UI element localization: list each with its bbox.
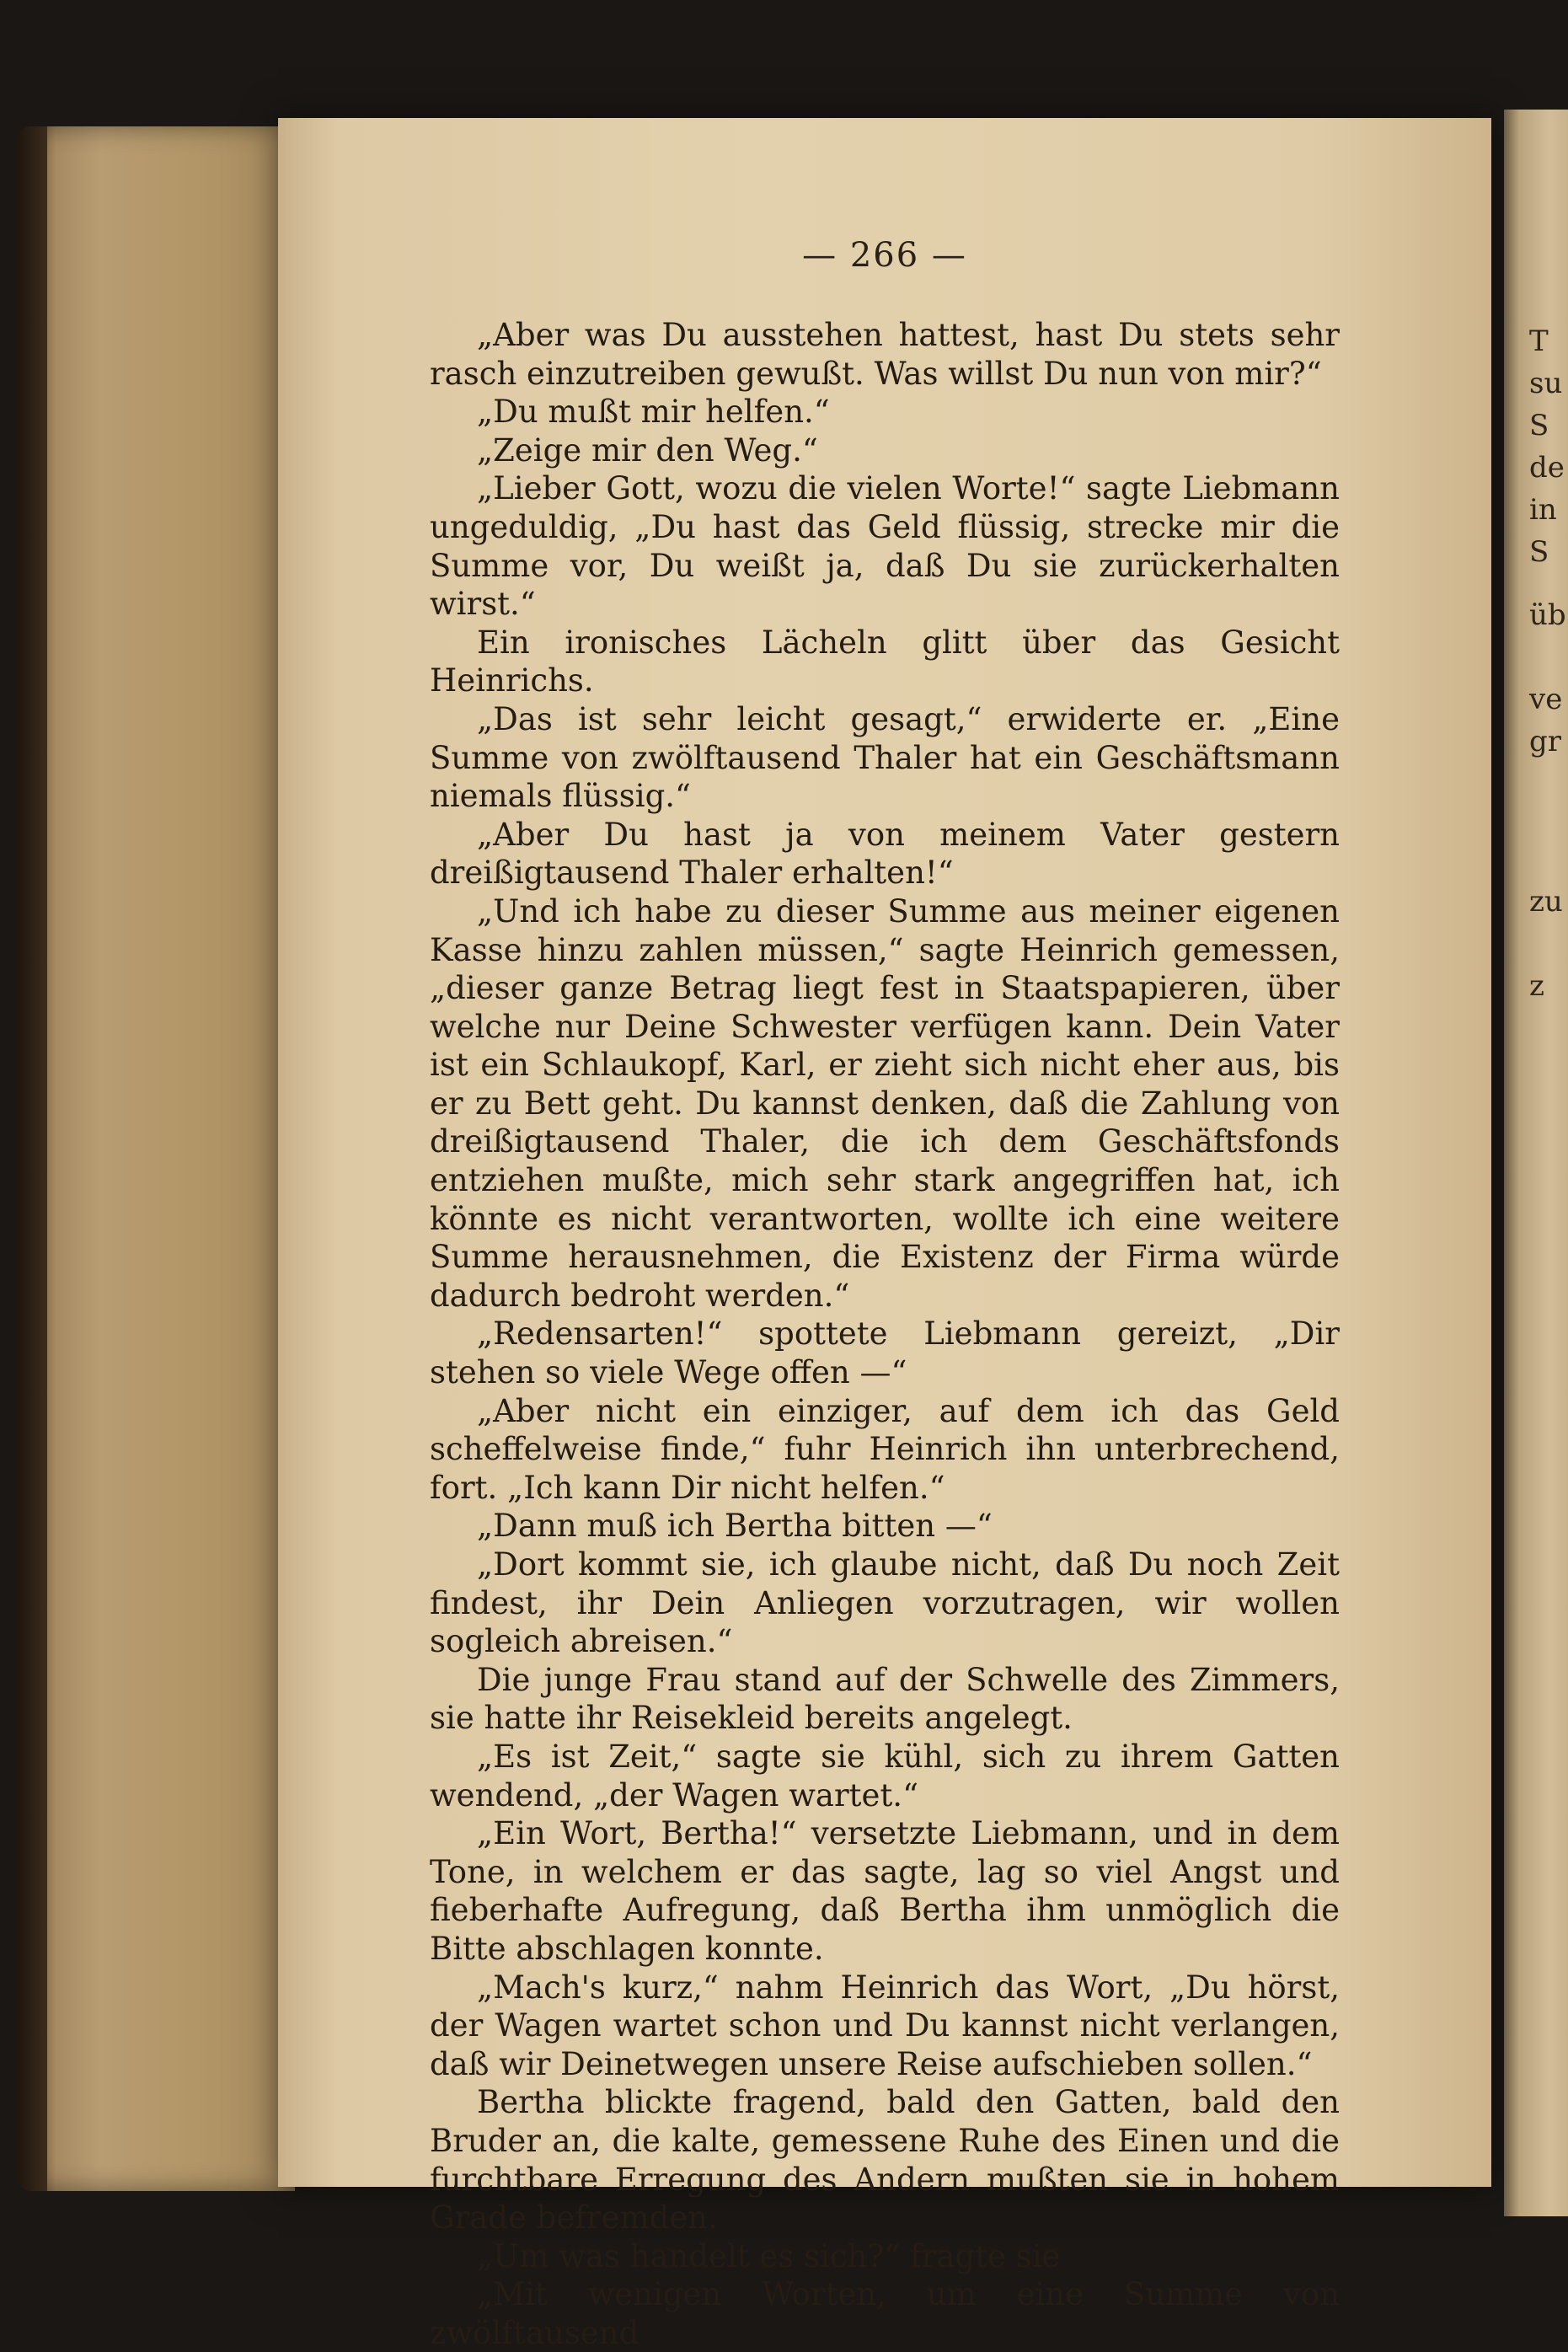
paragraph: „Aber nicht ein einziger, auf dem ich das Geld scheffelweise finde,“ fuhr Heinrich ihn unterbrechend, fort. „Ich kann Dir nicht helfen.“ xyxy=(430,1392,1340,1506)
paragraph: „Ein Wort, Bertha!“ versetzte Liebmann, und in dem Tone, in welchem er das sagte, lag so viel Angst und fieberhafte Aufregung, daß Bertha ihm unmöglich die Bitte abschlagen konnte. xyxy=(430,1815,1340,1967)
paragraph: „Und ich habe zu dieser Summe aus meiner eigenen Kasse hinzu zahlen müssen,“ sagte Heinrich gemessen, „dieser ganze Betrag liegt fest in Staatspapieren, über welche nur Deine Schwester verfügen kann. Dein Vater ist ein Schlaukopf, Karl, er zieht sich nicht eher aus, bis er zu Bett geht. Du kannst denken, daß die Zahlung von dreißigtausend Thaler, die ich dem Geschäftsfonds entziehen mußte, mich sehr stark angegriffen hat, ich könnte es nicht verantworten, wollte ich eine weitere Summe herausnehmen, die Existenz der Firma würde dadurch bedroht werden.“ xyxy=(430,892,1340,1314)
next-page-fragment: S xyxy=(1529,535,1549,569)
next-page-fragment: z xyxy=(1529,969,1544,1003)
paragraph: Ein ironisches Lächeln glitt über das Gesicht Heinrichs. xyxy=(430,624,1340,699)
paragraph: „Dort kommt sie, ich glaube nicht, daß Du noch Zeit findest, ihr Dein Anliegen vorzutragen, wir wollen sogleich abreisen.“ xyxy=(430,1546,1340,1660)
next-page-fragment: gr xyxy=(1529,725,1562,758)
next-page-fragment: zu xyxy=(1529,885,1563,919)
next-page-fragment: üb xyxy=(1529,598,1566,632)
paragraph: „Zeige mir den Weg.“ xyxy=(477,431,818,469)
paragraph: „Das ist sehr leicht gesagt,“ erwiderte er. „Eine Summe von zwölftausend Thaler hat ein Geschäftsmann niemals flüssig.“ xyxy=(430,700,1340,815)
paragraph: „Du mußt mir helfen.“ xyxy=(477,394,830,431)
paragraph: Bertha blickte fragend, bald den Gatten, bald den Bruder an, die kalte, gemessene Ruhe des Einen und die furchtbare Erregung des Andern mußten sie in hohem Grade befremden. xyxy=(430,2084,1340,2237)
page-body-text xyxy=(430,316,1340,2352)
next-page-fragment: in xyxy=(1529,493,1557,527)
page-number: — 266 — xyxy=(802,236,967,275)
book-page-edges xyxy=(17,126,295,2191)
paragraph: „Lieber Gott, wozu die vielen Worte!“ sagte Liebmann ungeduldig, „Du hast das Geld flüssig, strecke mir die Summe vor, Du weißt ja, daß Du sie zurückerhalten wirst.“ xyxy=(430,470,1340,623)
next-page-fragment: T xyxy=(1529,324,1549,358)
paragraph: „Es ist Zeit,“ sagte sie kühl, sich zu ihrem Gatten wendend, „der Wagen wartet.“ xyxy=(430,1738,1340,1814)
paragraph: „Mach's kurz,“ nahm Heinrich das Wort, „Du hörst, der Wagen wartet schon und Du kannst nicht verlangen, daß wir Deinetwegen unsere Reise aufschieben sollen.“ xyxy=(430,1969,1340,2082)
paragraph: Die junge Frau stand auf der Schwelle des Zimmers, sie hatte ihr Reisekleid bereits angelegt. xyxy=(430,1661,1340,1737)
paragraph: „Redensarten!“ spottete Liebmann gereizt, „Dir stehen so viele Wege offen —“ xyxy=(430,1315,1340,1391)
next-page-fragment: de xyxy=(1529,451,1565,485)
paragraph: „Mit wenigen Worten, um eine Summe von zwölftausend xyxy=(430,2276,1340,2351)
paragraph: „Aber was Du ausstehen hattest, hast Du stets sehr rasch einzutreiben gewußt. Was willst Du nun von mir?“ xyxy=(430,317,1340,392)
paragraph: „Dann muß ich Bertha bitten —“ xyxy=(477,1508,993,1545)
next-page-fragment: su xyxy=(1529,367,1563,400)
next-page-fragment: ve xyxy=(1529,683,1563,716)
paragraph: „Um was handelt es sich?“ fragte sie xyxy=(477,2237,1061,2274)
next-page-fragment: S xyxy=(1529,409,1549,442)
next-page-edge xyxy=(1504,110,1568,2216)
book-page xyxy=(278,118,1491,2351)
paragraph: „Aber Du hast ja von meinem Vater gestern dreißigtausend Thaler erhalten!“ xyxy=(430,816,1340,892)
